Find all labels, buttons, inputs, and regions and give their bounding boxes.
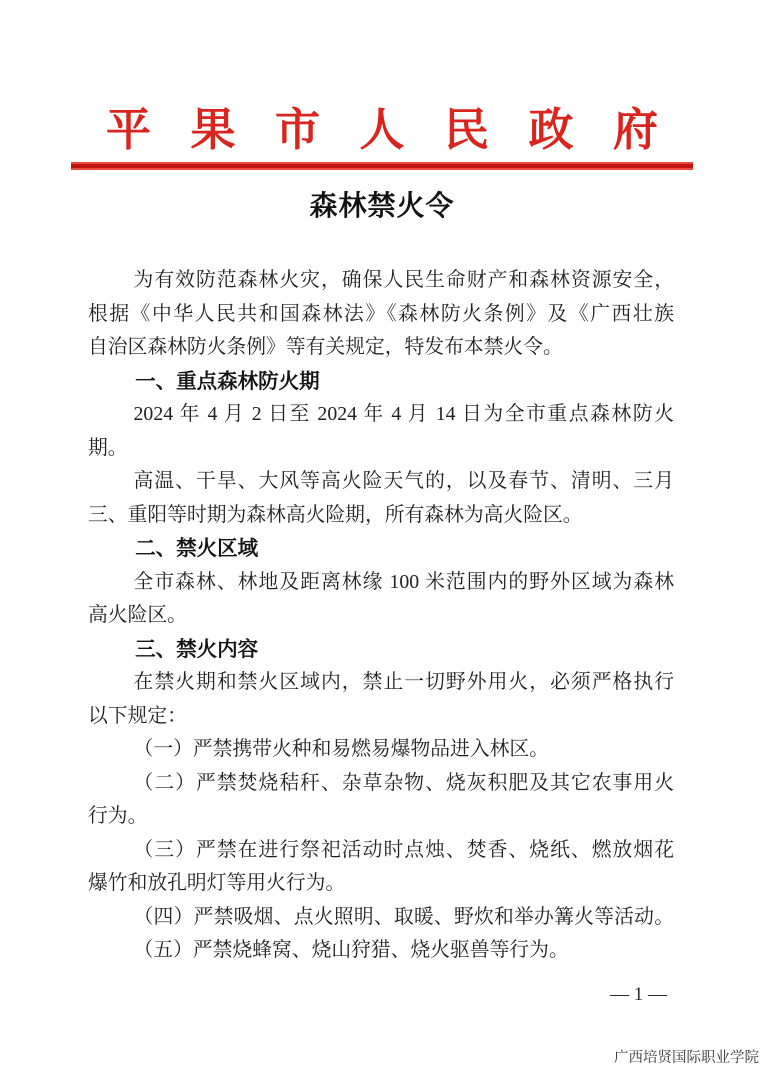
doc-line: 一、重点森林防火期: [135, 369, 320, 393]
doc-line: 二、禁火区域: [135, 537, 259, 560]
doc-line: 全市森林、林地及距离林缘 100 米范围内的野外区域为森林: [133, 570, 674, 593]
doc-line: 爆竹和放孔明灯等用火行为。: [88, 872, 346, 894]
document-title: 森林禁火令: [309, 190, 455, 221]
doc-line: 为有效防范森林火灾，确保人民生命财产和森林资源安全，: [133, 269, 674, 291]
doc-line: 三、禁火内容: [135, 637, 259, 661]
doc-line: （一）严禁携带火种和易燃易爆物品进入林区。: [133, 738, 549, 760]
doc-line: （三）严禁在进行祭祀活动时点烛、焚香、烧纸、燃放烟花: [133, 838, 674, 861]
doc-line: 以下规定：: [88, 704, 187, 727]
doc-line: 行为。: [88, 805, 148, 827]
doc-line: （五）严禁烧蜂窝、烧山狩猎、烧火驱兽等行为。: [133, 939, 569, 961]
doc-line: （二）严禁焚烧秸秆、杂草杂物、烧灰积肥及其它农事用火: [133, 771, 674, 794]
page-number: — 1 —: [610, 983, 667, 1005]
issuing-authority-title: 平果市人民政府: [106, 105, 658, 155]
doc-line: 高火险区。: [88, 604, 187, 626]
doc-line: 三、重阳等时期为森林高火险期，所有森林为高火险区。: [88, 503, 583, 526]
doc-line: 期。: [88, 436, 128, 459]
doc-line: 高温、干旱、大风等高火险天气的，以及春节、清明、三月: [133, 470, 674, 492]
red-divider-rule: [71, 162, 693, 170]
doc-line: 在禁火期和禁火区域内，禁止一切野外用火，必须严格执行: [133, 671, 674, 693]
doc-line: 自治区森林防火条例》等有关规定，特发布本禁火令。: [88, 336, 563, 358]
document-body: [88, 264, 674, 968]
watermark-text: 广西培贤国际职业学院: [614, 1050, 759, 1066]
doc-line: 根据《中华人民共和国森林法》《森林防火条例》及《广西壮族: [88, 302, 674, 325]
doc-line: （四）严禁吸烟、点火照明、取暖、野炊和举办篝火等活动。: [133, 905, 674, 928]
doc-line: 2024 年 4 月 2 日至 2024 年 4 月 14 日为全市重点森林防火: [133, 403, 674, 425]
